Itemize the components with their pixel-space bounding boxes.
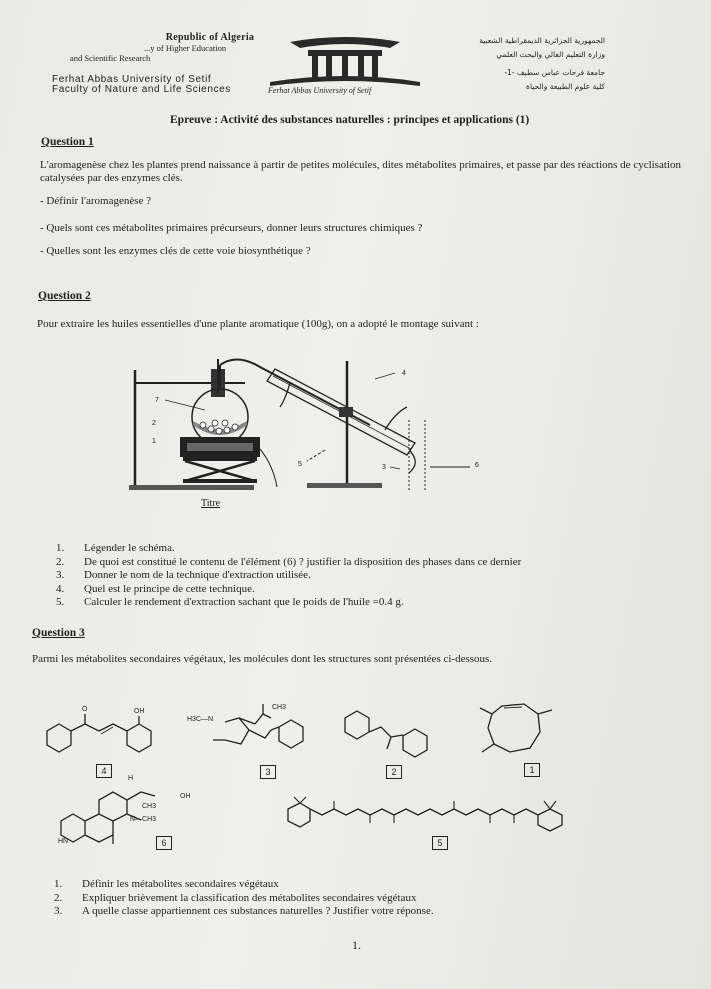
header-right-ministry: وزارة التعليم العالي والبحث العلمي: [496, 50, 605, 59]
atom-label-oh: OH: [134, 708, 145, 715]
q1-item-1: - Définir l'aromagenèse ?: [40, 195, 152, 207]
molecule-label-1: 1: [524, 763, 540, 777]
header-university-name: Ferhat Abbas University of Setif: [52, 74, 212, 85]
q3-items: [50, 878, 650, 919]
figure-label-3: 3: [382, 464, 386, 471]
q1-title: Question 1: [41, 136, 94, 148]
list-item: 3. A quelle classe appartiennent ces substances naturelles ? Justifier votre réponse.: [54, 905, 434, 917]
figure-label-2: 2: [152, 420, 156, 427]
atom-label-o: O: [82, 706, 88, 713]
molecule-2-structure: [343, 705, 443, 765]
atom-label-hn: HN: [58, 838, 69, 845]
molecule-label-2: 2: [386, 765, 402, 779]
molecule-label-5: 5: [432, 836, 448, 850]
page-number: 1.: [352, 938, 361, 952]
q1-item-2: - Quels sont ces métabolites primaires précurseurs, donner leurs structures chimiques ?: [40, 222, 423, 234]
figure-label-5: 5: [298, 461, 302, 468]
atom-label-ch3: CH3: [272, 704, 287, 711]
header-right-republic: الجمهورية الجزائرية الديمقراطية الشعبية: [479, 36, 605, 45]
molecule-4-structure: [45, 712, 160, 762]
list-item: 2. Expliquer brièvement la classification des métabolites secondaires végétaux: [54, 891, 417, 904]
molecule-label-4: 4: [96, 764, 112, 778]
q2-items: [52, 542, 652, 610]
header-ministry-1: ...y of Higher Education: [143, 43, 227, 53]
q2-title: Question 2: [38, 290, 91, 302]
header-right-faculty: كلية علوم الطبيعة والحياة: [526, 82, 605, 91]
atom-label-oh2: OH: [180, 793, 191, 800]
header-right-university: جامعة فرحات عباس سطيف -1-: [504, 68, 605, 77]
list-item: 1. Légender le schéma.: [56, 542, 175, 554]
q2-intro: Pour extraire les huiles essentielles d'une plante aromatique (100g), on a adopté le montage suivant :: [37, 318, 479, 330]
header-right: [420, 34, 605, 94]
q1-intro: L'aromagenèse chez les plantes prend naissance à partir de petites molécules, dites métabolites primaires, et passe par des réactions de cyclisation catalysées par des enzymes clés.: [40, 159, 681, 184]
header-faculty-name: Faculty of Nature and Life Sciences: [52, 84, 231, 95]
hydrodistillation-diagram: [125, 345, 485, 495]
molecule-label-3: 3: [260, 765, 276, 779]
header-ministry-2: and Scientific Research: [70, 53, 151, 63]
molecule-6-structure: [55, 778, 195, 848]
header-republic: Republic of Algeria: [165, 32, 255, 43]
molecule-5-structure: [278, 795, 578, 835]
q3-title: Question 3: [32, 627, 85, 639]
atom-label-h3c-n: H3C—N: [187, 716, 214, 723]
list-item: 1. Définir les métabolites secondaires végétaux: [54, 878, 279, 890]
figure-label-7: 7: [155, 397, 159, 404]
figure-label-6: 6: [475, 462, 479, 469]
figure-label-4: 4: [402, 370, 406, 377]
logo-caption: Ferhat Abbas University of Setif: [268, 86, 372, 95]
atom-label-h: H: [128, 775, 134, 782]
list-item: 5. Calculer le rendement d'extraction sachant que le poids de l'huile =0.4 g.: [56, 596, 404, 608]
atom-label-ch3b: CH3: [142, 803, 157, 810]
atom-label-nch3: N—CH3: [130, 816, 157, 823]
list-item: 3. Donner le nom de la technique d'extraction utilisée.: [56, 569, 311, 581]
molecule-1-structure: [472, 700, 562, 760]
list-item: 2. De quoi est constitué le contenu de l'élément (6) ? justifier la disposition des phases dans ce dernier: [56, 555, 522, 568]
q3-intro: Parmi les métabolites secondaires végétaux, les molécules dont les structures sont présentées ci-dessous.: [32, 653, 493, 665]
exam-title: Epreuve : Activité des substances naturelles : principes et applications (1): [170, 114, 530, 126]
q1-item-3: - Quelles sont les enzymes clés de cette voie biosynthétique ?: [40, 245, 311, 257]
figure-caption: Titre: [201, 498, 221, 509]
molecule-label-6: 6: [156, 836, 172, 850]
figure-label-1: 1: [152, 438, 156, 445]
list-item: 4. Quel est le principe de cette technique.: [56, 582, 255, 595]
header-left: [60, 33, 290, 63]
molecule-3-structure: [205, 700, 315, 760]
header-university: [52, 75, 262, 95]
